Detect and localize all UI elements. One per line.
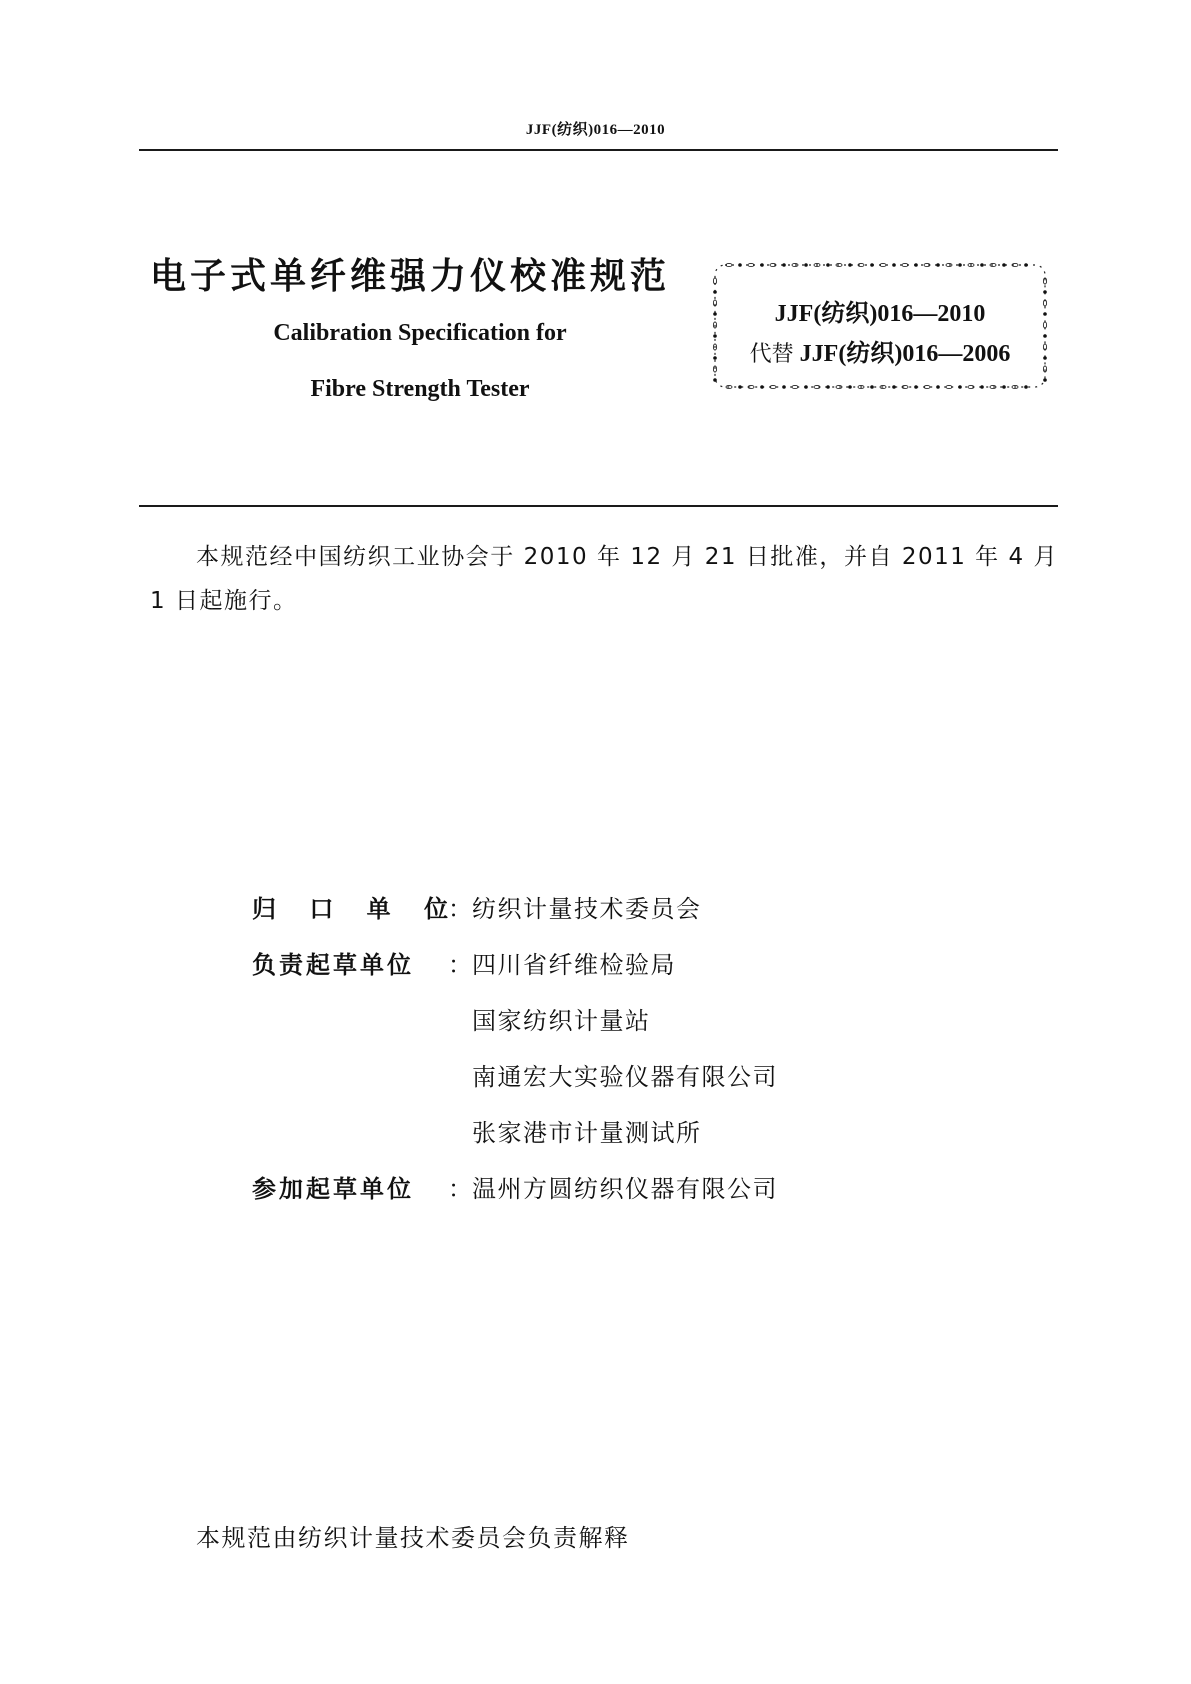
participating-unit-value: 温州方圆纺织仪器有限公司	[472, 1175, 778, 1203]
centralized-unit-label	[252, 889, 448, 925]
drafting-unit-row	[252, 945, 676, 981]
label-char: 归	[252, 895, 276, 923]
standard-code-box	[711, 261, 1049, 391]
section-rule	[139, 505, 1058, 507]
interpretation-note: 本规范由纺织计量技术委员会负责解释	[196, 1524, 630, 1552]
header-rule	[139, 149, 1058, 151]
approval-statement: 本规范经中国纺织工业协会于 2010 年 12 月 21 日批准，并自 2011 年 4 月 1 日起施行。	[150, 544, 1058, 614]
replaces-prefix: 代替	[749, 342, 794, 367]
label-char: 位	[423, 895, 448, 923]
drafting-unit-2: 国家纺织计量站	[472, 1007, 651, 1035]
label-colon: ：	[448, 1175, 472, 1203]
centralized-unit-row	[252, 889, 702, 925]
drafting-unit-4: 张家港市计量测试所	[472, 1119, 702, 1147]
participating-unit-row	[252, 1169, 778, 1205]
label-char: 口	[309, 895, 334, 923]
drafting-unit-row-3	[472, 1057, 778, 1093]
title-english-line-1: Calibration Specification for	[273, 320, 567, 346]
drafting-unit-row-2	[472, 1001, 651, 1037]
drafting-unit-label: 负责起草单位	[252, 951, 414, 979]
replaces-code: JJF(纺织)016—2006	[799, 341, 1011, 367]
standard-code: JJF(纺织)016—2010	[774, 301, 986, 327]
drafting-unit-row-4	[472, 1113, 702, 1149]
title-chinese: 电子式单纤维强力仪校准规范	[150, 256, 671, 297]
drafting-unit-1: 四川省纤维检验局	[472, 951, 676, 979]
label-colon: ：	[448, 951, 472, 979]
participating-unit-label: 参加起草单位	[252, 1175, 414, 1203]
label-colon: ：	[448, 895, 472, 923]
running-header-code: JJF(纺织)016—2010	[525, 122, 666, 138]
centralized-unit-value: 纺织计量技术委员会	[472, 895, 702, 923]
title-english-line-2: Fibre Strength Tester	[310, 376, 530, 402]
drafting-unit-3: 南通宏大实验仪器有限公司	[472, 1063, 778, 1091]
label-char: 单	[366, 895, 391, 923]
replaces-standard	[711, 333, 1049, 368]
